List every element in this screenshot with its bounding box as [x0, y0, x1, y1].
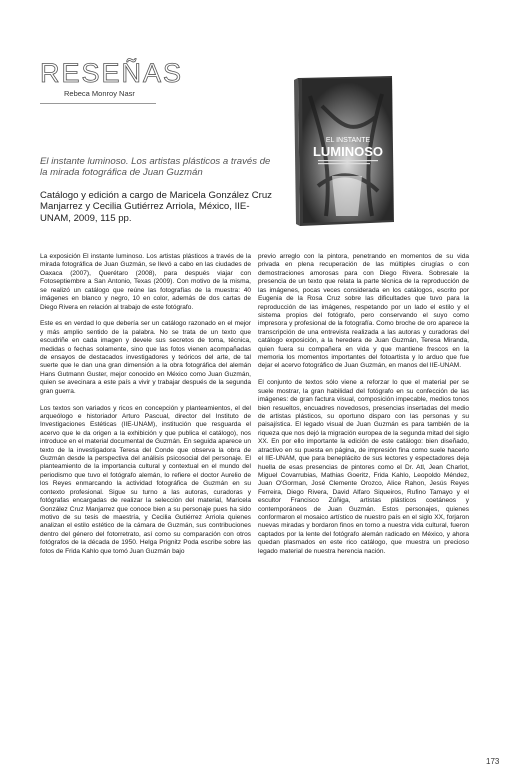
paragraph: previo arreglo con la pintora, penetrando en momentos de su vida privada en plena recuperación de las múltiples cirugías o con demostraciones amorosas para con Diego Rivera. Sobresale la presencia de un texto que relata la parte técnica de la reproducción de las imágenes, pocas veces considerada en los catálogos, escrito por Eugenia de la Rosa Cruz sobre las dificultades que tuvo para la reproducción de las imágenes, respetando por un lado el estilo y el sistema propios del fotógrafo, pero conservando el suyo como impresora y profesional de la fotografía. Como broche de oro aparece la transcripción de una entrevista realizada a las autoras y curadoras del catálogo exposición, a la heredera de Juan Guzmán, Teresa Miranda, quien fuera su compañera en vida y que mantiene frescos en la memoria los momentos importantes del fotoartista y lo arduo que fue dejar el acervo fotográfico de Juan Guzmán, en manos del IIE-UNAM. — [258, 253, 469, 370]
review-author: Rebeca Monroy Nasr — [64, 89, 135, 98]
book-meta: Catálogo y edición a cargo de Maricela González Cruz Manjarrez y Cecilia Gutiérrez Arriola, México, IIE-UNAM, 2009, 115 pp. — [40, 190, 272, 224]
book-title: El instante luminoso. Los artistas plásticos a través de la mirada fotográfica de Juan Guzmán — [40, 156, 271, 179]
section-title: RESEÑAS — [40, 58, 184, 88]
book-cover-image — [292, 76, 398, 226]
paragraph: Los textos son variados y ricos en concepción y planteamientos, el del arqueólogo e historiador Arturo Pascual, director del Instituto de Investigaciones Estéticas (IIE-UNAM), institución que resguarda el acervo que le da origen a la exhibición y que publica el catálogo), nos introduce en el material documental de Guzmán. En seguida aparece un texto de la investigadora Teresa del Conde que observa la obra de Guzmán desde la perspectiva del análisis psicosocial del personaje. El planteamiento de la importancia cultural y contextual en el mundo del periodismo que tuvo el fotógrafo alemán, lo refiere el doctor Aurelio de los Reyes enmarcando la actividad fotográfica de Guzmán en su contexto profesional. Sigue su turno a las autoras, curadoras y fotógrafas encargadas de realizar la selección del material, Maricela González Cruz Manjarrez que conoce bien a su personaje pues ha sido motivo de su tesis de maestría, y Cecilia Gutiérrez Arriola quienes analizan el estilo estético de la cámara de Guzmán, sus contribuciones dentro del género del fotorretrato, así como su comparación con otros fotógrafos de la década de 1950. Helga Prignitz Poda escribe sobre las fotos de Frida Kahlo que tomó Juan Guzmán bajo — [40, 404, 251, 555]
header-rule — [40, 103, 156, 104]
paragraph: La exposición El instante luminoso. Los artistas plásticos a través de la mirada fotográfica de Juan Guzmán, se llevó a cabo en las ciudades de Oaxaca (2007), Querétaro (2008), para después viajar con Fotoseptiembre a San Antonio, Texas (2009). Con motivo de la misma, se realizó un catálogo que reúne las fotografías de la muestra: 40 imágenes en blanco y negro, 10 en color, además de dos cartas de Diego Rivera en relación al trabajo de este fotógrafo. — [40, 253, 251, 311]
page-number: 173 — [486, 757, 500, 766]
cover-title-line2: LUMINOSO — [312, 144, 384, 159]
paragraph: Este es en verdad lo que debería ser un catálogo razonado en el mejor y más amplio sentido de la palabra. No se trata de un texto que escudriñe en cada imagen y devele sus secretos de toma, técnica, medidas o fechas solamente, sino que las fotos vienen acompañadas de ensayos de destacados investigadores y teóricos del arte, de tal suerte que le dan una gran dimensión a la obra fotográfica del alemán Hans Gutmann Guster, mejor conocido en México como Juan Guzmán, quien se avecinara a este país a vivir y trabajar después de la segunda gran guerra. — [40, 320, 251, 395]
cover-title-line1: EL INSTANTE — [325, 137, 371, 144]
right-column — [258, 253, 469, 565]
paragraph: El conjunto de textos sólo viene a reforzar lo que el material per se suele mostrar, la gran habilidad del fotógrafo en su confección de las imágenes: de gran factura visual, composición impecable, medios tonos bien resueltos, encuadres novedosos, presencias insertadas del medio de artistas plásticos, su oportuno disparo con las personas y su paisajística. El legado visual de Juan Guzmán es para también de la riqueza que nos dejó la migración europea de la segunda mitad del siglo XX. En por ello importante la edición de este catálogo: bien diseñado, atractivo en su puesta en página, de impresión fina como suele hacerlo el IIE-UNAM, que para beneplácito de sus lectores y espectadores deja huella de esas presencias de pintores como el Dr. Atl, Jean Charlot, Miguel Covarrubias, Mathias Goeritz, Frida Kahlo, Leopoldo Méndez, Juan O'Gorman, José Clemente Orozco, Alice Rahon, Jesús Reyes Ferreira, Diego Rivera, David Alfaro Siqueiros, Rufino Tamayo y el escultor Francisco Zúñiga, artistas plásticos coetáneos y contemporáneos de Juan Guzmán. Estos personajes, quienes conformaron el mosaico artístico de nuestro país en el siglo XX, forjaron nuevas miradas y bordaron finos en torno a nuestra vida cultural, fueron captados por la lente del fotógrafo alemán radicado en México, y ahora quedan plasmados en este rico catálogo, que muestra un precioso legado material de nuestra herencia nación. — [258, 379, 469, 555]
left-column — [40, 253, 251, 565]
